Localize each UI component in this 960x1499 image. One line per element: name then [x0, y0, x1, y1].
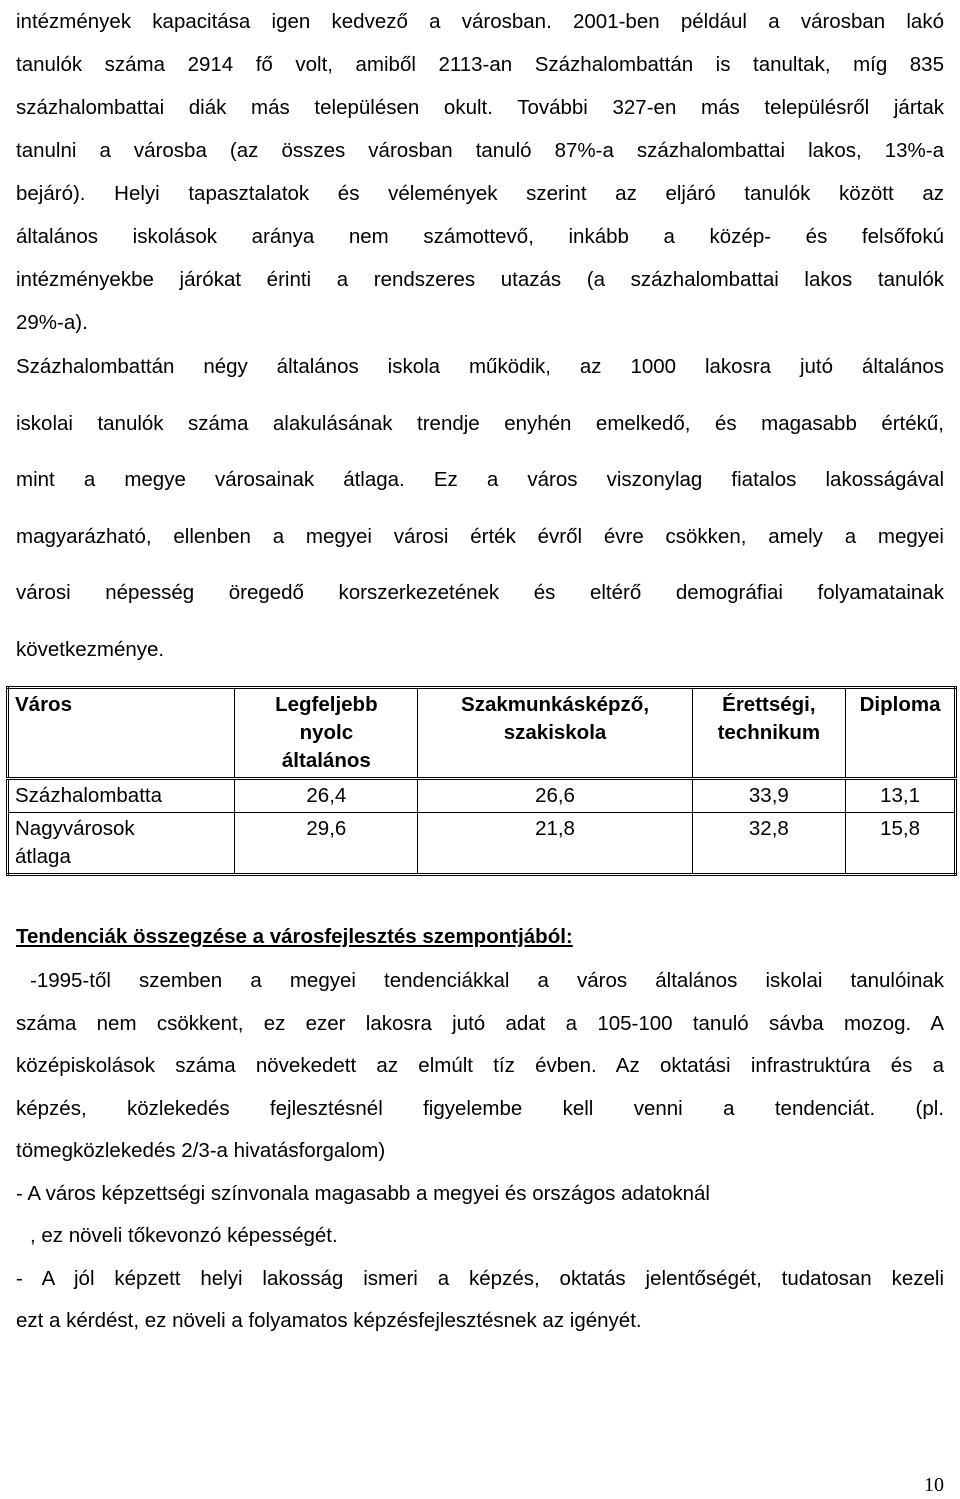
header-text: Érettségi,: [722, 693, 816, 716]
table-row: [8, 779, 956, 813]
text-line: , ez növeli tőkevonzó képességét.: [30, 1224, 338, 1247]
cell-value: 21,8: [418, 813, 692, 875]
header-max-eight-grades: [235, 688, 418, 779]
text-line: általános iskolások aránya nem számottevő, inkább a közép- és felsőfokú: [16, 225, 944, 248]
city-text: Százhalombatta: [15, 784, 163, 807]
header-vocational: [418, 688, 692, 779]
text-line: tanulók száma 2914 fő volt, amiből 2113-an Százhalombattán is tanultak, míg 835: [16, 53, 944, 76]
header-text: Diploma: [859, 693, 941, 716]
cell-value: 13,1: [846, 779, 956, 813]
text-line: mint a megye városainak átlaga. Ez a város viszonylag fiatalos lakosságával: [16, 468, 944, 491]
text-line: -1995-től szemben a megyei tendenciákkal a város általános iskolai tanulóinak: [30, 969, 944, 992]
text-line: magyarázható, ellenben a megyei városi érték évről évre csökken, amely a megyei: [16, 524, 944, 548]
text-line: bejáró). Helyi tapasztalatok és vélemények szerint az eljáró tanulók között az: [16, 182, 944, 205]
header-text: általános: [281, 749, 371, 772]
text-line: iskolai tanulók száma alakulásának trendje enyhén emelkedő, és magasabb értékű,: [16, 411, 944, 435]
section-heading: Tendenciák összegzése a városfejlesztés szempontjából:: [16, 925, 573, 948]
text-line: százhalombattai diák más településen okult. További 327-en más településről jártak: [16, 96, 944, 119]
text-line: intézmények kapacitása igen kedvező a városban. 2001-ben például a városban lakó: [16, 10, 944, 33]
text-line: tanulni a városba (az összes városban tanuló 87%-a százhalombattai lakos, 13%-a: [16, 139, 944, 162]
header-text: technikum: [717, 721, 821, 744]
paragraph-primary-schools: [16, 339, 944, 678]
text-line: - A város képzettségi színvonala magasabb a megyei és országos adatoknál: [16, 1181, 710, 1205]
table-row: [8, 813, 956, 875]
cell-value: 29,6: [235, 813, 418, 875]
paragraph-education-capacity: [16, 0, 944, 344]
cell-value: 33,9: [692, 779, 846, 813]
paragraph-trend-summary: [16, 960, 944, 1343]
text-line: száma nem csökkent, ez ezer lakosra jutó adat a 105-100 tanuló sávba mozog. A: [16, 1011, 944, 1035]
cell-value: 15,8: [846, 813, 956, 875]
header-secondary: [692, 688, 846, 779]
cell-value: 26,6: [418, 779, 692, 813]
header-diploma: [846, 688, 956, 779]
text-line: középiskolások száma növekedett az elmúlt tíz évben. Az oktatási infrastruktúra és a: [16, 1054, 944, 1077]
cell-city: [8, 779, 235, 813]
city-text: átlaga: [15, 845, 71, 868]
header-text: szakiskola: [503, 721, 607, 744]
text-line: ezt a kérdést, ez növeli a folyamatos képzésfejlesztésnek az igényét.: [16, 1309, 642, 1332]
header-text: nyolc: [299, 721, 354, 744]
page-number: 10: [924, 1474, 944, 1496]
table-header-row: [8, 688, 956, 779]
header-text: Legfeljebb: [275, 693, 378, 716]
text-line: - A jól képzett helyi lakosság ismeri a képzés, oktatás jelentőségét, tudatosan kezeli: [16, 1266, 944, 1290]
city-text: Nagyvárosok: [15, 817, 135, 840]
header-city: [8, 688, 235, 779]
text-line: képzés, közlekedés fejlesztésnél figyelembe kell venni a tendenciát. (pl.: [16, 1096, 944, 1120]
cell-value: 26,4: [235, 779, 418, 813]
text-line: Százhalombattán négy általános iskola működik, az 1000 lakosra jutó általános: [16, 355, 944, 378]
cell-value: 32,8: [692, 813, 846, 875]
header-text: Szakmunkásképző,: [461, 693, 650, 716]
text-line: tömegközlekedés 2/3-a hivatásforgalom): [16, 1139, 386, 1162]
text-line: 29%-a).: [16, 311, 88, 334]
text-line: következménye.: [16, 637, 165, 661]
text-line: városi népesség öregedő korszerkezetének és eltérő demográfiai folyamatainak: [16, 581, 944, 604]
header-text: Város: [15, 693, 72, 716]
cell-city: [8, 813, 235, 875]
education-level-table: [6, 686, 957, 876]
text-line: intézményekbe járókat érinti a rendszeres utazás (a százhalombattai lakos tanulók: [16, 268, 944, 291]
